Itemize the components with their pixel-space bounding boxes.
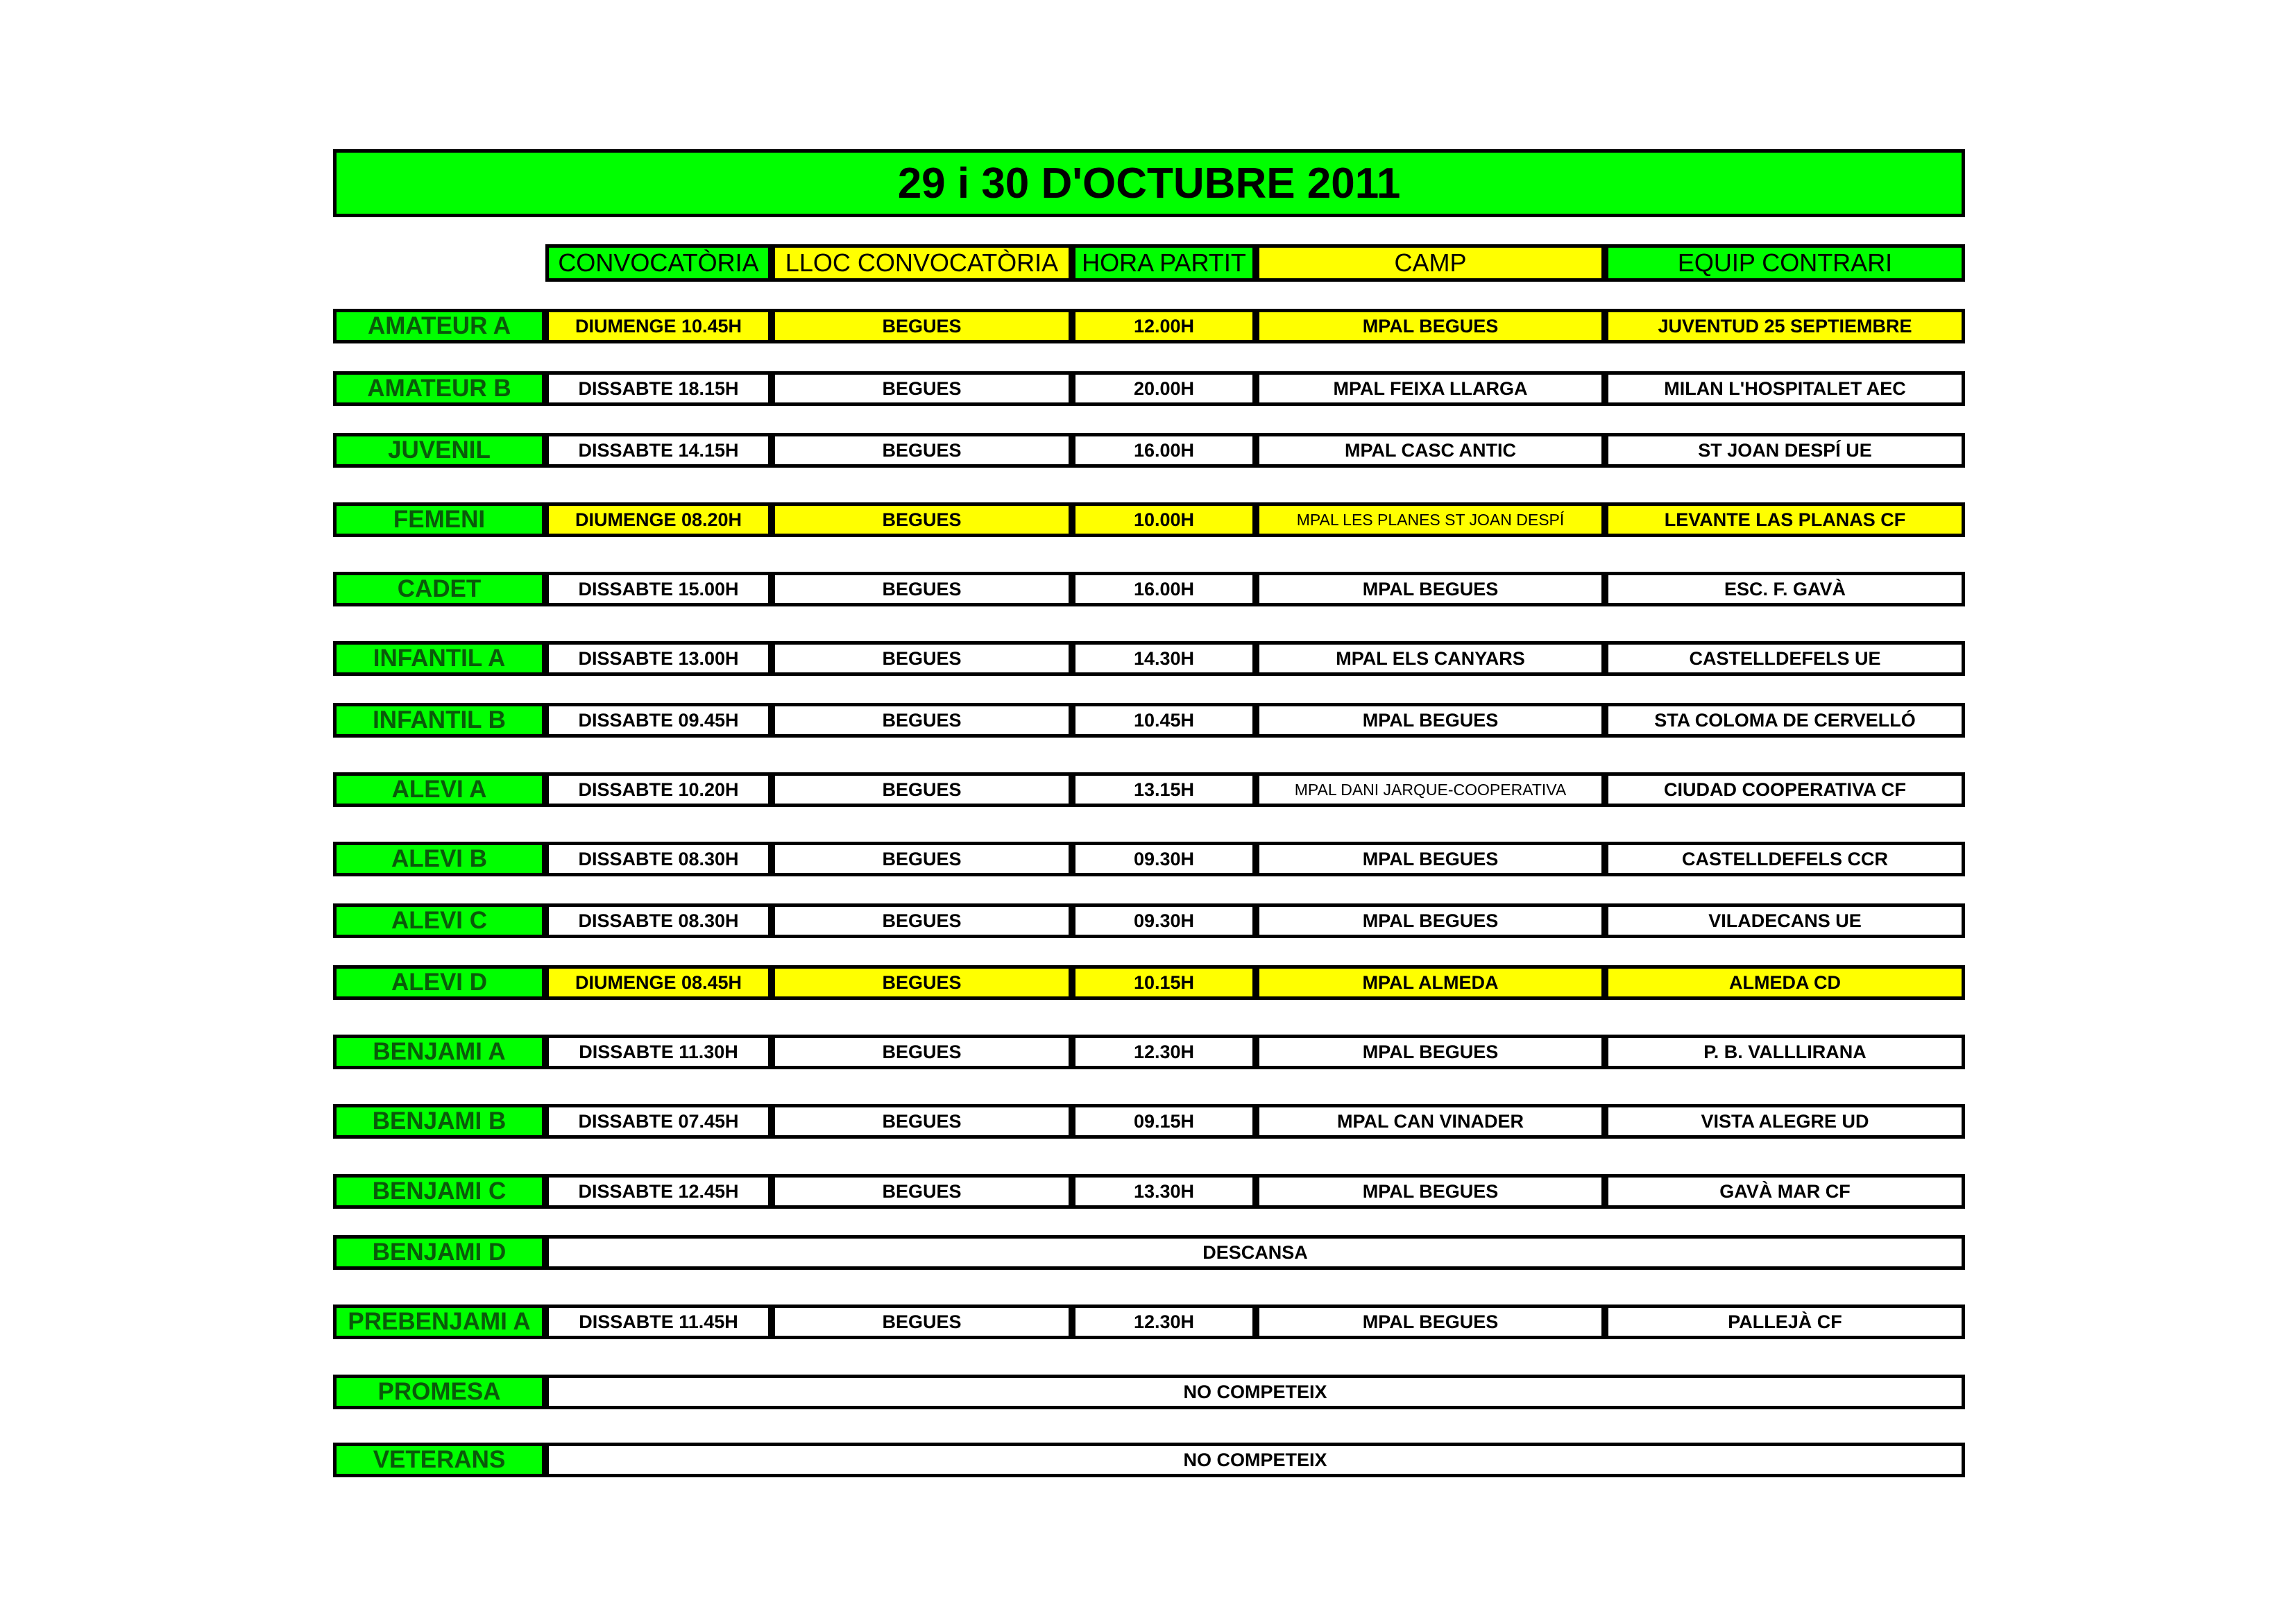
category-label: CADET	[333, 572, 545, 606]
cell-hora-partit: 14.30H	[1072, 641, 1256, 676]
cell-hora-partit: 13.30H	[1072, 1174, 1256, 1209]
cell-convocatoria: DIUMENGE 08.45H	[545, 965, 772, 1000]
cell-equip-contrari: STA COLOMA DE CERVELLÓ	[1605, 703, 1965, 738]
cell-camp: MPAL BEGUES	[1256, 903, 1605, 938]
category-label: ALEVI B	[333, 842, 545, 876]
cell-convocatoria: DISSABTE 12.45H	[545, 1174, 772, 1209]
cell-equip-contrari: GAVÀ MAR CF	[1605, 1174, 1965, 1209]
cell-hora-partit: 10.00H	[1072, 502, 1256, 537]
header-hora-partit: HORA PARTIT	[1072, 244, 1256, 282]
cell-hora-partit: 13.15H	[1072, 772, 1256, 807]
category-label: PREBENJAMI A	[333, 1305, 545, 1339]
cell-convocatoria: DISSABTE 11.30H	[545, 1035, 772, 1069]
cell-lloc-convocatoria: BEGUES	[772, 703, 1072, 738]
header-lloc-convocatoria: LLOC CONVOCATÒRIA	[772, 244, 1072, 282]
cell-equip-contrari: JUVENTUD 25 SEPTIEMBRE	[1605, 309, 1965, 343]
cell-lloc-convocatoria: BEGUES	[772, 772, 1072, 807]
cell-camp: MPAL BEGUES	[1256, 1035, 1605, 1069]
cell-equip-contrari: VISTA ALEGRE UD	[1605, 1104, 1965, 1139]
cell-equip-contrari: MILAN L'HOSPITALET AEC	[1605, 371, 1965, 406]
category-label: ALEVI C	[333, 903, 545, 938]
category-label: VETERANS	[333, 1443, 545, 1477]
cell-camp: MPAL BEGUES	[1256, 572, 1605, 606]
cell-equip-contrari: ESC. F. GAVÀ	[1605, 572, 1965, 606]
cell-lloc-convocatoria: BEGUES	[772, 641, 1072, 676]
cell-camp: MPAL BEGUES	[1256, 842, 1605, 876]
cell-convocatoria: DISSABTE 11.45H	[545, 1305, 772, 1339]
merged-status-cell: NO COMPETEIX	[545, 1443, 1965, 1477]
cell-camp: MPAL ELS CANYARS	[1256, 641, 1605, 676]
cell-lloc-convocatoria: BEGUES	[772, 1104, 1072, 1139]
cell-equip-contrari: PALLEJÀ CF	[1605, 1305, 1965, 1339]
category-label: ALEVI D	[333, 965, 545, 1000]
cell-lloc-convocatoria: BEGUES	[772, 371, 1072, 406]
category-label: JUVENIL	[333, 433, 545, 468]
cell-convocatoria: DISSABTE 14.15H	[545, 433, 772, 468]
cell-convocatoria: DISSABTE 15.00H	[545, 572, 772, 606]
cell-lloc-convocatoria: BEGUES	[772, 502, 1072, 537]
cell-convocatoria: DIUMENGE 08.20H	[545, 502, 772, 537]
category-label: BENJAMI B	[333, 1104, 545, 1139]
category-label: BENJAMI C	[333, 1174, 545, 1209]
cell-camp: MPAL BEGUES	[1256, 309, 1605, 343]
cell-lloc-convocatoria: BEGUES	[772, 1305, 1072, 1339]
cell-convocatoria: DISSABTE 08.30H	[545, 903, 772, 938]
cell-lloc-convocatoria: BEGUES	[772, 1174, 1072, 1209]
cell-convocatoria: DISSABTE 09.45H	[545, 703, 772, 738]
category-label: FEMENI	[333, 502, 545, 537]
cell-convocatoria: DISSABTE 08.30H	[545, 842, 772, 876]
cell-hora-partit: 12.30H	[1072, 1305, 1256, 1339]
cell-hora-partit: 10.15H	[1072, 965, 1256, 1000]
cell-lloc-convocatoria: BEGUES	[772, 1035, 1072, 1069]
category-label: BENJAMI D	[333, 1235, 545, 1270]
cell-hora-partit: 09.30H	[1072, 842, 1256, 876]
cell-convocatoria: DISSABTE 18.15H	[545, 371, 772, 406]
category-label: ALEVI A	[333, 772, 545, 807]
cell-camp: MPAL BEGUES	[1256, 1174, 1605, 1209]
header-camp: CAMP	[1256, 244, 1605, 282]
page-title: 29 i 30 D'OCTUBRE 2011	[333, 149, 1965, 217]
header-equip-contrari: EQUIP CONTRARI	[1605, 244, 1965, 282]
cell-equip-contrari: CASTELLDEFELS UE	[1605, 641, 1965, 676]
cell-camp: MPAL BEGUES	[1256, 703, 1605, 738]
cell-convocatoria: DIUMENGE 10.45H	[545, 309, 772, 343]
cell-equip-contrari: VILADECANS UE	[1605, 903, 1965, 938]
cell-camp: MPAL CASC ANTIC	[1256, 433, 1605, 468]
cell-equip-contrari: LEVANTE LAS PLANAS CF	[1605, 502, 1965, 537]
cell-equip-contrari: ALMEDA CD	[1605, 965, 1965, 1000]
cell-equip-contrari: CASTELLDEFELS CCR	[1605, 842, 1965, 876]
cell-camp: MPAL FEIXA LLARGA	[1256, 371, 1605, 406]
cell-camp: MPAL CAN VINADER	[1256, 1104, 1605, 1139]
cell-lloc-convocatoria: BEGUES	[772, 433, 1072, 468]
cell-hora-partit: 16.00H	[1072, 572, 1256, 606]
cell-equip-contrari: CIUDAD COOPERATIVA CF	[1605, 772, 1965, 807]
cell-hora-partit: 09.30H	[1072, 903, 1256, 938]
cell-hora-partit: 16.00H	[1072, 433, 1256, 468]
cell-hora-partit: 20.00H	[1072, 371, 1256, 406]
cell-lloc-convocatoria: BEGUES	[772, 903, 1072, 938]
cell-hora-partit: 09.15H	[1072, 1104, 1256, 1139]
cell-equip-contrari: ST JOAN DESPÍ UE	[1605, 433, 1965, 468]
cell-lloc-convocatoria: BEGUES	[772, 309, 1072, 343]
cell-camp: MPAL LES PLANES ST JOAN DESPÍ	[1256, 502, 1605, 537]
category-label: AMATEUR A	[333, 309, 545, 343]
cell-convocatoria: DISSABTE 10.20H	[545, 772, 772, 807]
cell-lloc-convocatoria: BEGUES	[772, 572, 1072, 606]
header-convocatoria: CONVOCATÒRIA	[545, 244, 772, 282]
cell-camp: MPAL DANI JARQUE-COOPERATIVA	[1256, 772, 1605, 807]
merged-status-cell: DESCANSA	[545, 1235, 1965, 1270]
cell-convocatoria: DISSABTE 07.45H	[545, 1104, 772, 1139]
cell-convocatoria: DISSABTE 13.00H	[545, 641, 772, 676]
category-label: INFANTIL A	[333, 641, 545, 676]
cell-hora-partit: 10.45H	[1072, 703, 1256, 738]
cell-equip-contrari: P. B. VALLLIRANA	[1605, 1035, 1965, 1069]
cell-hora-partit: 12.00H	[1072, 309, 1256, 343]
cell-lloc-convocatoria: BEGUES	[772, 965, 1072, 1000]
category-label: PROMESA	[333, 1375, 545, 1409]
cell-hora-partit: 12.30H	[1072, 1035, 1256, 1069]
category-label: INFANTIL B	[333, 703, 545, 738]
category-label: BENJAMI A	[333, 1035, 545, 1069]
cell-camp: MPAL BEGUES	[1256, 1305, 1605, 1339]
cell-camp: MPAL ALMEDA	[1256, 965, 1605, 1000]
merged-status-cell: NO COMPETEIX	[545, 1375, 1965, 1409]
category-label: AMATEUR B	[333, 371, 545, 406]
cell-lloc-convocatoria: BEGUES	[772, 842, 1072, 876]
